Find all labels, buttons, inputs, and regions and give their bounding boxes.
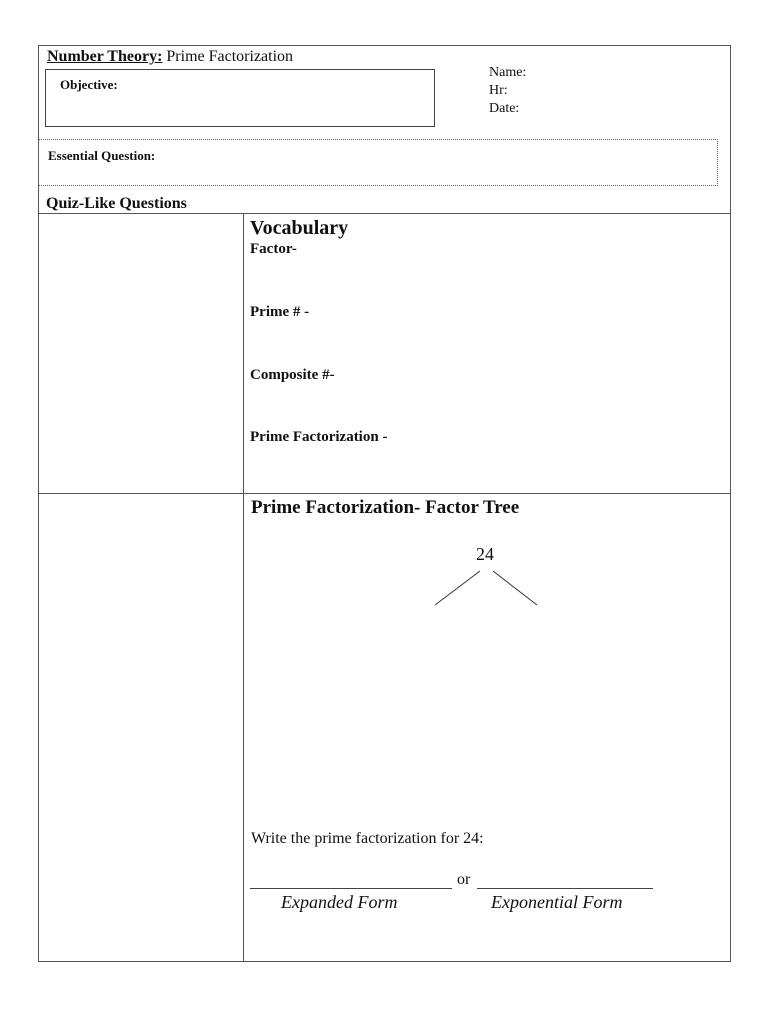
- exponential-form-blank[interactable]: [477, 888, 653, 889]
- essential-question-box[interactable]: [38, 139, 718, 186]
- vocab-term-prime-factorization: Prime Factorization -: [250, 429, 388, 445]
- date-label: Date:: [489, 101, 520, 116]
- prime-factorization-instruction: Write the prime factorization for 24:: [251, 830, 484, 847]
- student-info-block: [489, 64, 526, 118]
- table-column-divider: [243, 213, 244, 962]
- name-label: Name:: [489, 65, 527, 80]
- expanded-form-label: Expanded Form: [281, 892, 398, 912]
- quiz-answer-area-2[interactable]: [39, 494, 242, 961]
- quiz-answer-area-1[interactable]: [39, 214, 242, 492]
- page-title: [47, 48, 293, 66]
- right-branch-line: [493, 571, 537, 605]
- vocabulary-title: Vocabulary: [250, 217, 349, 239]
- factor-tree-branches: [430, 566, 542, 610]
- or-separator: or: [457, 871, 471, 888]
- title-subtopic: Prime Factorization: [162, 48, 294, 65]
- left-branch-line: [435, 571, 480, 605]
- exponential-form-label: Exponential Form: [491, 892, 623, 912]
- quiz-section-title: Quiz-Like Questions: [46, 195, 187, 212]
- vocab-term-composite: Composite #-: [250, 367, 335, 383]
- title-topic: Number Theory:: [47, 48, 163, 65]
- hour-label: Hr:: [489, 83, 508, 98]
- vocab-term-prime: Prime # -: [250, 304, 310, 320]
- expanded-form-blank[interactable]: [250, 888, 452, 889]
- objective-box[interactable]: [45, 69, 435, 127]
- factor-tree-root-number: 24: [476, 544, 494, 564]
- objective-label: Objective:: [60, 77, 118, 92]
- factor-tree-title: Prime Factorization- Factor Tree: [251, 497, 520, 518]
- vocab-term-factor: Factor-: [250, 241, 297, 257]
- essential-question-label: Essential Question:: [48, 148, 156, 163]
